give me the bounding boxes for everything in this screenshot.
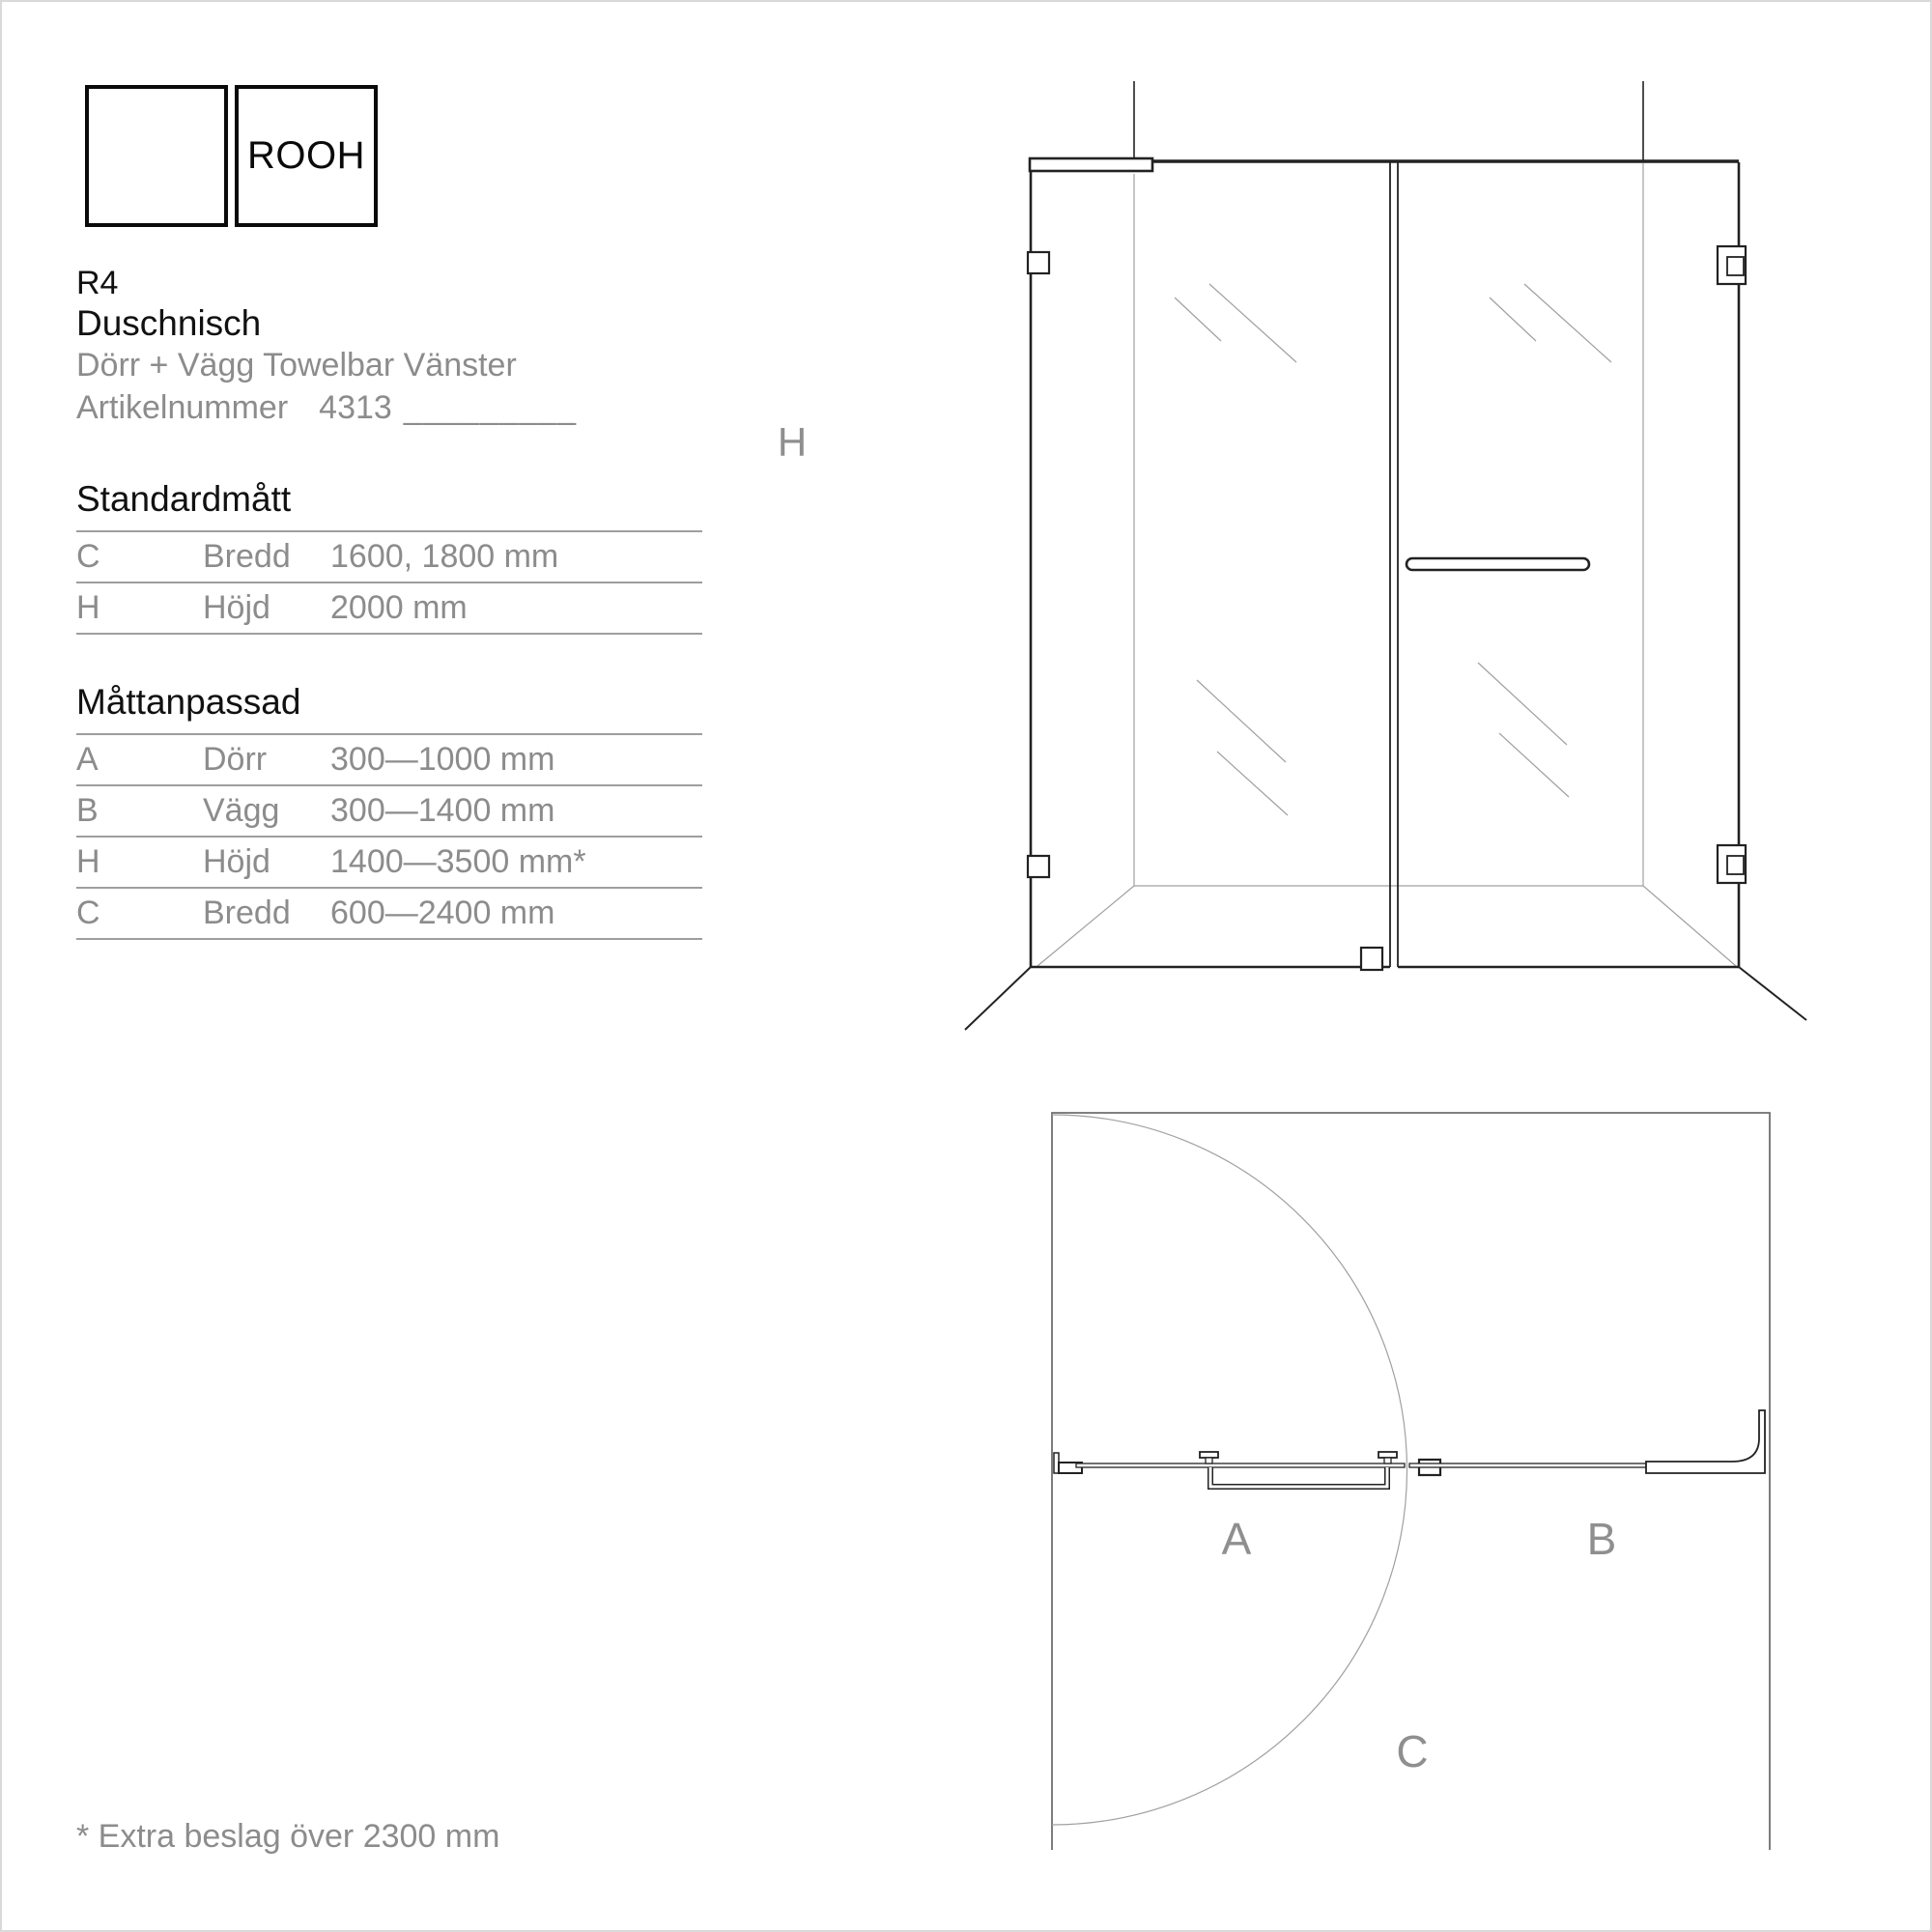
standard-table-title: Standardmått: [76, 479, 292, 519]
table-row: [76, 583, 702, 635]
wall-dimension-label: B: [1586, 1514, 1617, 1564]
row-value: 600—2400 mm: [330, 895, 555, 931]
plan-right-profile: [1646, 1410, 1765, 1473]
row-key: H: [76, 589, 100, 626]
width-dimension-label: C: [1396, 1726, 1429, 1776]
towel-post-cap-left: [1200, 1452, 1218, 1458]
table-row: [76, 532, 702, 583]
row-value: 300—1400 mm: [330, 792, 555, 829]
bottom-clamp: [1361, 948, 1382, 970]
table-row: [76, 838, 702, 889]
row-key: A: [76, 741, 99, 778]
article-number: 4313: [319, 389, 392, 426]
table-row: [76, 735, 702, 786]
standard-table: [76, 530, 702, 635]
row-value: 2000 mm: [330, 589, 468, 626]
plan-door-glass: [1076, 1463, 1405, 1467]
plan-towel-bar-outline: [1210, 1467, 1387, 1487]
custom-table: [76, 733, 702, 940]
footnote: * Extra beslag över 2300 mm: [76, 1818, 500, 1855]
wall-clamp-lower: [1028, 856, 1049, 877]
row-label: Dörr: [203, 741, 268, 778]
elevation-drawing: [910, 60, 1837, 1045]
right-floor-diagonal-outside: [1739, 967, 1806, 1020]
height-dimension-label: H: [777, 419, 808, 465]
towel-bar: [1406, 558, 1589, 570]
plan-fixed-glass: [1409, 1463, 1646, 1467]
row-label: Vägg: [203, 792, 280, 829]
product-name: Duschnisch: [76, 303, 262, 343]
article-blank-line: _________: [403, 389, 577, 426]
row-value: 1600, 1800 mm: [330, 538, 559, 575]
door-swing-arc: [1052, 1115, 1407, 1825]
towel-post-cap-right: [1378, 1452, 1397, 1458]
row-key: C: [76, 895, 100, 931]
row-label: Höjd: [203, 589, 270, 626]
door-hinge-lower: [1718, 845, 1746, 883]
row-key: H: [76, 843, 100, 880]
left-floor-diagonal-inside: [1037, 886, 1134, 966]
logo-wordmark-box: [235, 85, 378, 227]
row-key: B: [76, 792, 99, 829]
row-label: Bredd: [203, 538, 291, 575]
glass-reflection-marks: [1175, 284, 1611, 815]
door-hinge-upper: [1718, 246, 1746, 284]
row-value: 300—1000 mm: [330, 741, 555, 778]
row-label: Bredd: [203, 895, 291, 931]
table-row: [76, 889, 702, 940]
article-number-row: [76, 389, 577, 427]
left-floor-diagonal-outside: [965, 967, 1031, 1030]
table-row: [76, 786, 702, 838]
row-label: Höjd: [203, 843, 270, 880]
row-key: C: [76, 538, 100, 575]
top-support-bracket: [1030, 158, 1152, 171]
towel-post-stem-left: [1206, 1458, 1212, 1463]
product-model: R4: [76, 265, 119, 301]
logo-symbol-box: [85, 85, 228, 227]
article-label: Artikelnummer: [76, 389, 289, 426]
door-dimension-label: A: [1221, 1514, 1252, 1564]
wall-clamp-upper: [1028, 252, 1049, 273]
brand-name: ROOH: [247, 134, 365, 177]
product-variant: Dörr + Vägg Towelbar Vänster: [76, 347, 517, 384]
right-floor-diagonal-inside: [1643, 886, 1736, 966]
custom-table-title: Måttanpassad: [76, 682, 301, 722]
towel-post-stem-right: [1384, 1458, 1391, 1463]
row-value: 1400—3500 mm*: [330, 843, 586, 880]
